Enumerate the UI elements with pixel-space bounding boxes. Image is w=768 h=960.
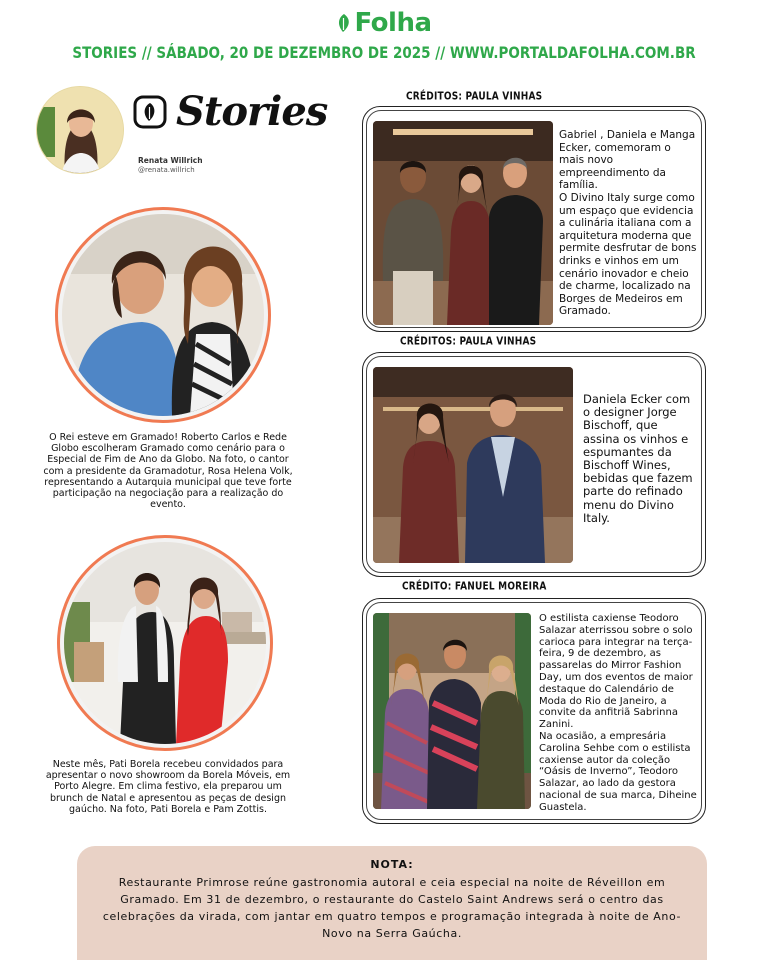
photo-teodoro-salazar [373,613,531,809]
author-name: Renata Willrich [138,156,203,165]
nota-title: NOTA: [370,858,414,871]
logo-text: Folha [354,8,432,38]
photo-credit-1: CRÉDITOS: PAULA VINHAS [406,91,543,103]
stories-title: Stories [176,88,328,135]
photo-ecker-family [373,121,553,325]
caption-roberto-carlos: O Rei esteve em Gramado! Roberto Carlos e Rede Globo escolheram Gramado como cenário para o Especial de Fim de Ano da Globo. Na foto, o cantor com a presidente da Gramadotur, Rosa Helena Volk, representando a Autarquia municipal que teve forte participação na negociação para a realização do evento. [43,432,293,511]
nota-box [77,846,707,960]
newspaper-logo[interactable] [0,8,768,38]
story-text-3a: O estilista caxiense Teodoro Salazar aterrissou sobre o solo carioca para integrar na terça-feira, 9 de dezembro, as passarelas do Mirror Fashion Day, um dos eventos de maior destaque do Calendário de Moda do Rio de Janeiro, a convite da anfitriã Sabrinna Zanini. [539,613,693,731]
edition-line: STORIES // SÁBADO, 20 DE DEZEMBRO DE 2025 // WWW.PORTALDAFOLHA.COM.BR [72,43,696,63]
camera-leaf-icon [132,94,168,130]
nota-body: Restaurante Primrose reúne gastronomia autoral e ceia especial na noite de Réveillon em Gramado. Em 31 de dezembro, o restaurante do Castelo Saint Andrews será o centro das celebrações da virada, com jantar em quatro tempos e programação integrada à noite de Ano-Novo na Serra Gaúcha. [102,876,682,940]
author-handle: @renata.willrich [138,166,195,174]
story-text-1a: Gabriel , Daniela e Manga Ecker, comemoram o mais novo empreendimento da família. [559,129,696,192]
photo-credit-2: CRÉDITOS: PAULA VINHAS [400,336,537,348]
story-text-2: Daniela Ecker com o designer Jorge Bischoff, que assina os vinhos e espumantes da Bischoff Wines, bebidas que fazem parte do refinado menu do Divino Italy. [583,392,693,525]
author-avatar [36,86,124,174]
story-text-3 [539,613,699,814]
photo-credit-3: CRÉDITO: FANUEL MOREIRA [402,581,547,593]
caption-pati-borela: Neste mês, Pati Borela recebeu convidados para apresentar o novo showroom da Borela Móveis, em Porto Alegre. Em clima festivo, ela preparou um brunch de Natal e apresentou as peças de design gaúcho. Na foto, Pati Borela e Pam Zottis. [45,759,291,815]
story-card-bischoff [362,352,706,577]
story-text-3b: Na ocasião, a empresária Carolina Sehbe com o estilista caxiense autor da coleção “Oásis de Inverno”, Teodoro Salazar, ao lado da gestora nacional de sua marca, Diheine Guastela. [539,730,697,813]
story-card-teodoro-salazar [362,598,706,824]
story-text-1b: O Divino Italy surge como um espaço que evidencia a culinária italiana com a arquitetura moderna que permite desfrutar de bons drinks e vinhos em um cenário inovador e cheio de charme, localizado na Borges de Medeiros em Gramado. [559,191,697,318]
photo-daniela-jorge [373,367,573,563]
story-text-1 [559,129,699,318]
story-card-divino-italy [362,106,706,332]
photo-pati-borela [57,535,273,751]
leaf-icon [336,13,352,33]
photo-roberto-carlos [55,207,271,423]
stories-brand [132,88,327,135]
